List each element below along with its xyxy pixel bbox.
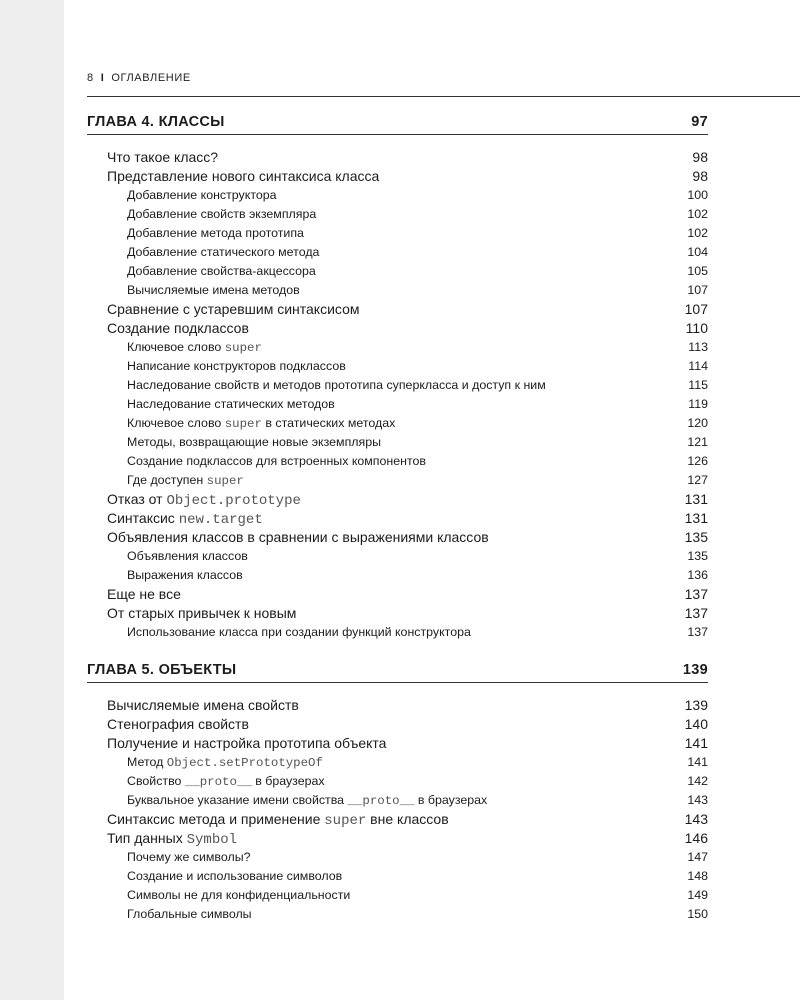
entry-text: Добавление метода прототипа	[127, 226, 304, 240]
toc-subsection-entry	[87, 338, 708, 357]
entry-text: Глобальные символы	[127, 907, 252, 921]
entry-text: Сравнение с устаревшим синтаксисом	[107, 301, 360, 317]
running-head	[87, 72, 191, 84]
entry-title	[127, 566, 243, 585]
toc-subsection-entry	[87, 243, 708, 262]
entry-title	[107, 490, 301, 511]
entry-text: Объявления классов	[127, 549, 248, 563]
entry-text: Буквальное указание имени свойства	[127, 793, 348, 807]
entry-title	[127, 243, 319, 262]
toc-section-entry	[87, 490, 708, 509]
entry-title	[127, 753, 323, 773]
entry-page-number: 149	[687, 888, 708, 902]
entry-text: Где доступен	[127, 473, 207, 487]
entry-page-number: 143	[684, 811, 708, 827]
toc-subsection-entry	[87, 205, 708, 224]
entry-title	[127, 791, 487, 811]
entry-page-number: 136	[687, 568, 708, 582]
toc-section-entry	[87, 300, 708, 319]
toc-section-entry	[87, 696, 708, 715]
entry-text: Выражения классов	[127, 568, 243, 582]
toc-subsection-entry	[87, 471, 708, 490]
toc-subsection-entry	[87, 905, 708, 924]
code-term: super	[324, 813, 367, 829]
entry-title	[127, 772, 325, 792]
toc-subsection-entry	[87, 186, 708, 205]
entry-text: Создание и использование символов	[127, 869, 343, 883]
code-term: new.target	[178, 512, 263, 528]
toc-subsection-entry	[87, 262, 708, 281]
entry-text: вне классов	[366, 811, 449, 827]
chapter-4	[87, 114, 708, 642]
toc-section-entry	[87, 167, 708, 186]
entry-page-number: 104	[687, 245, 708, 259]
entry-title	[107, 167, 379, 186]
entry-title	[127, 433, 381, 452]
toc-subsection-entry	[87, 395, 708, 414]
code-term: Object.prototype	[166, 493, 301, 509]
entry-title	[107, 604, 296, 623]
toc-section-entry	[87, 715, 708, 734]
entry-page-number: 131	[684, 510, 708, 526]
entry-text: Добавление свойств экземпляра	[127, 207, 317, 221]
entry-title	[127, 376, 546, 395]
entry-page-number: 105	[687, 264, 708, 278]
code-term: super	[206, 474, 244, 488]
page-margin-band	[0, 0, 64, 1000]
entry-page-number: 114	[688, 359, 708, 373]
entry-page-number: 140	[684, 716, 708, 732]
entry-title	[127, 905, 252, 924]
toc-section-entry	[87, 585, 708, 604]
page-number: 8	[87, 72, 94, 84]
entry-text: Свойство	[127, 774, 185, 788]
entry-title	[127, 281, 300, 300]
entry-text: Добавление свойства-акцессора	[127, 264, 316, 278]
toc-subsection-entry	[87, 753, 708, 772]
entry-page-number: 131	[684, 491, 708, 507]
entry-page-number: 127	[687, 473, 708, 487]
entry-title	[127, 357, 346, 376]
entry-text: Представление нового синтаксиса класса	[107, 168, 380, 184]
entry-page-number: 115	[688, 378, 708, 392]
entry-title	[127, 205, 316, 224]
toc-section-entry	[87, 509, 708, 528]
entry-text: Синтаксис	[107, 510, 179, 526]
toc-subsection-entry	[87, 867, 708, 886]
entry-text: От старых привычек к новым	[107, 605, 297, 621]
entry-page-number: 150	[687, 907, 708, 921]
entry-title	[107, 585, 181, 604]
entry-page-number: 137	[684, 586, 708, 602]
toc-section-entry	[87, 810, 708, 829]
entry-text: Добавление статического метода	[127, 245, 320, 259]
entry-title	[107, 528, 489, 547]
toc-subsection-entry	[87, 547, 708, 566]
entry-title	[127, 395, 335, 414]
toc-subsection-entry	[87, 433, 708, 452]
entry-page-number: 120	[687, 416, 708, 430]
entry-page-number: 107	[684, 301, 708, 317]
toc-section-entry	[87, 148, 708, 167]
entry-text: Что такое класс?	[107, 149, 219, 165]
code-term: super	[224, 417, 262, 431]
entry-title	[127, 186, 277, 205]
entry-title	[107, 319, 249, 338]
entry-page-number: 98	[692, 168, 708, 184]
entry-title	[127, 414, 395, 434]
code-term: Symbol	[186, 832, 238, 848]
entry-page-number: 119	[688, 397, 708, 411]
entry-text: Добавление конструктора	[127, 188, 277, 202]
entry-title	[107, 696, 299, 715]
entry-page-number: 137	[687, 625, 708, 639]
entry-page-number: 126	[687, 454, 708, 468]
chapter-title: ГЛАВА 5. ОБЪЕКТЫ	[87, 662, 237, 678]
entry-title	[107, 810, 449, 831]
entry-title	[127, 848, 251, 867]
entry-page-number: 121	[687, 435, 708, 449]
entry-text: Тип данных	[107, 830, 187, 846]
entry-text: Отказ от	[107, 491, 167, 507]
toc-section-entry	[87, 528, 708, 547]
entry-text: в браузерах	[251, 774, 325, 788]
entry-text: Синтаксис метода и применение	[107, 811, 325, 827]
entry-text: Вычисляемые имена свойств	[107, 697, 299, 713]
entry-title	[127, 547, 248, 566]
entry-text: Создание подклассов	[107, 320, 249, 336]
entry-page-number: 139	[684, 697, 708, 713]
entry-page-number: 147	[687, 850, 708, 864]
entry-page-number: 113	[688, 340, 708, 354]
toc-entries	[87, 696, 708, 924]
entry-text: Написание конструкторов подклассов	[127, 359, 346, 373]
entry-title	[107, 829, 237, 850]
toc-subsection-entry	[87, 414, 708, 433]
toc-subsection-entry	[87, 224, 708, 243]
toc-subsection-entry	[87, 886, 708, 905]
entry-text: Вычисляемые имена методов	[127, 283, 300, 297]
toc-section-entry	[87, 319, 708, 338]
entry-title	[127, 452, 426, 471]
toc-section-entry	[87, 829, 708, 848]
toc-subsection-entry	[87, 281, 708, 300]
entry-text: Наследование статических методов	[127, 397, 335, 411]
entry-page-number: 135	[684, 529, 708, 545]
chapter-heading	[87, 114, 708, 135]
toc-subsection-entry	[87, 357, 708, 376]
entry-text: Наследование свойств и методов прототипа суперкласса и доступ к ним	[127, 378, 546, 392]
code-term: super	[224, 341, 262, 355]
header-rule	[87, 96, 800, 97]
entry-text: Объявления классов в сравнении с выражениями классов	[107, 529, 489, 545]
entry-title	[107, 300, 359, 319]
entry-title	[107, 509, 263, 530]
entry-title	[107, 734, 386, 753]
entry-page-number: 148	[687, 869, 708, 883]
code-term: Object.setPrototypeOf	[166, 756, 323, 770]
toc-section-entry	[87, 734, 708, 753]
entry-text: Получение и настройка прототипа объекта	[107, 735, 387, 751]
section-title: ОГЛАВЛЕНИЕ	[111, 72, 191, 84]
toc-entries	[87, 148, 708, 642]
entry-text: Методы, возвращающие новые экземпляры	[127, 435, 382, 449]
entry-title	[127, 867, 342, 886]
toc-subsection-entry	[87, 566, 708, 585]
book-page	[87, 0, 800, 1000]
toc-subsection-entry	[87, 848, 708, 867]
entry-title	[127, 224, 304, 243]
entry-page-number: 141	[684, 735, 708, 751]
entry-title	[107, 715, 249, 734]
toc-section-entry	[87, 604, 708, 623]
entry-title	[127, 623, 471, 642]
entry-title	[107, 148, 218, 167]
code-term: __proto__	[184, 775, 252, 789]
entry-title	[127, 262, 316, 281]
entry-page-number: 141	[687, 755, 708, 769]
entry-text: Стенография свойств	[107, 716, 249, 732]
entry-text: Символы не для конфиденциальности	[127, 888, 351, 902]
entry-title	[127, 886, 350, 905]
toc-subsection-entry	[87, 791, 708, 810]
entry-page-number: 137	[684, 605, 708, 621]
toc-subsection-entry	[87, 452, 708, 471]
entry-page-number: 100	[687, 188, 708, 202]
toc-subsection-entry	[87, 376, 708, 395]
entry-text: Метод	[127, 755, 167, 769]
chapter-heading	[87, 662, 708, 683]
entry-page-number: 98	[692, 149, 708, 165]
entry-page-number: 142	[687, 774, 708, 788]
entry-page-number: 146	[684, 830, 708, 846]
entry-text: в браузерах	[414, 793, 488, 807]
code-term: __proto__	[347, 794, 415, 808]
entry-page-number: 102	[687, 207, 708, 221]
entry-text: Почему же символы?	[127, 850, 251, 864]
chapter-5	[87, 662, 708, 924]
entry-text: Ключевое слово	[127, 416, 225, 430]
chapter-page: 139	[682, 662, 708, 678]
entry-title	[127, 338, 262, 358]
entry-page-number: 102	[687, 226, 708, 240]
entry-page-number: 110	[685, 320, 708, 336]
chapter-page: 97	[691, 114, 708, 130]
entry-page-number: 143	[687, 793, 708, 807]
chapter-title: ГЛАВА 4. КЛАССЫ	[87, 114, 225, 130]
toc-subsection-entry	[87, 772, 708, 791]
entry-text: Ключевое слово	[127, 340, 225, 354]
entry-text: в статических методах	[261, 416, 396, 430]
toc-subsection-entry	[87, 623, 708, 642]
entry-title	[127, 471, 244, 491]
header-separator: I	[100, 72, 105, 84]
entry-text: Использование класса при создании функций конструктора	[127, 625, 471, 639]
entry-page-number: 107	[687, 283, 708, 297]
entry-text: Еще не все	[107, 586, 181, 602]
entry-page-number: 135	[687, 549, 708, 563]
entry-text: Создание подклассов для встроенных компонентов	[127, 454, 426, 468]
